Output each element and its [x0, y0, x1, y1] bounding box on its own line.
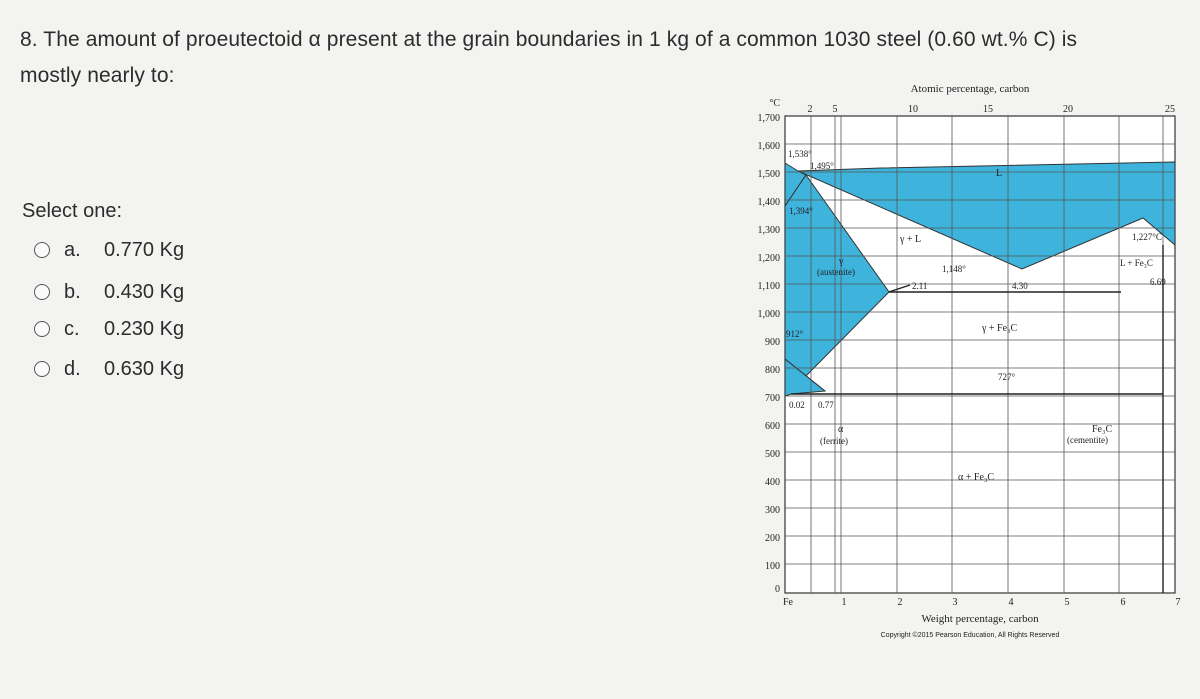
option-b[interactable]	[34, 277, 184, 307]
temp-tick: 900	[765, 337, 780, 348]
temp-tick: 1,700	[757, 113, 780, 124]
label-alpha-fe3c: α + Fe₃C	[958, 472, 995, 483]
atomic-axis-title: Atomic percentage, carbon	[910, 83, 1030, 95]
radio-a[interactable]	[34, 242, 50, 258]
weight-tick: 1	[841, 597, 847, 608]
temp-tick: 1,500	[757, 169, 780, 180]
atomic-tick: 2	[807, 104, 813, 115]
question-line-2: mostly nearly to:	[20, 64, 175, 87]
temp-tick: 0	[775, 584, 780, 595]
label-cementite: (cementite)	[1067, 435, 1108, 445]
weight-tick: 6	[1120, 597, 1126, 608]
temp-tick: 500	[765, 449, 780, 460]
temp-tick: 100	[765, 561, 780, 572]
label-1495: 1,495°	[810, 161, 834, 171]
temperature-axis	[758, 98, 781, 595]
label-gamma: γ	[839, 256, 844, 267]
weight-axis-title: Weight percentage, carbon	[921, 613, 1039, 625]
temp-tick: 1,100	[757, 281, 780, 292]
temp-tick: 1,200	[757, 253, 780, 264]
atomic-tick: 15	[983, 104, 993, 115]
label-1538: 1,538°	[788, 149, 812, 159]
label-fe3c: Fe₃C	[1092, 424, 1113, 435]
weight-tick: 3	[952, 597, 958, 608]
label-211: 2.11	[912, 281, 928, 291]
option-d[interactable]	[34, 354, 184, 384]
atomic-tick: 10	[908, 104, 918, 115]
atomic-tick: 20	[1063, 104, 1073, 115]
temp-tick: 700	[765, 393, 780, 404]
label-ferrite: (ferrite)	[820, 436, 848, 446]
option-a-letter: a.	[64, 238, 81, 261]
option-c[interactable]	[34, 314, 184, 344]
label-1394: 1,394°	[789, 206, 813, 216]
question-line-1: 8. The amount of proeutectoid α present at the grain boundaries in 1 kg of a common 1030 steel (0.60 wt.% C) is	[20, 28, 1078, 51]
select-one-label: Select one:	[22, 200, 123, 222]
option-d-letter: d.	[64, 357, 81, 380]
label-1148: 1,148°	[942, 264, 966, 274]
temp-tick: 1,400	[757, 197, 780, 208]
temp-tick: 300	[765, 505, 780, 516]
label-alpha: α	[838, 424, 844, 435]
copyright-text: Copyright ©2015 Pearson Education, All Rights Reserved	[880, 632, 1060, 639]
weight-tick: Fe	[783, 597, 793, 608]
radio-b[interactable]	[34, 284, 50, 300]
atomic-tick: 25	[1165, 104, 1175, 115]
label-002: 0.02	[789, 400, 805, 410]
temp-unit: °C	[769, 98, 780, 109]
label-l-fe3c: L + Fe₃C	[1120, 258, 1153, 268]
temp-tick: 600	[765, 421, 780, 432]
option-d-text: 0.630 Kg	[104, 357, 185, 380]
label-669: 6.69	[1150, 277, 1166, 287]
label-727: 727°	[998, 372, 1016, 382]
option-a[interactable]	[34, 235, 184, 265]
temp-tick: 200	[765, 533, 780, 544]
label-912: 912°	[786, 329, 804, 339]
fe-c-phase-diagram	[700, 80, 1190, 650]
temp-tick: 800	[765, 365, 780, 376]
option-c-text: 0.230 Kg	[104, 317, 185, 340]
atomic-tick: 5	[832, 104, 838, 115]
option-b-text: 0.430 Kg	[104, 280, 185, 303]
label-gamma-l: γ + L	[900, 234, 922, 245]
temp-tick: 1,300	[757, 225, 780, 236]
label-077: 0.77	[818, 400, 834, 410]
radio-d[interactable]	[34, 361, 50, 377]
atomic-axis	[808, 104, 1176, 115]
label-austenite: (austenite)	[817, 267, 855, 277]
option-a-text: 0.770 Kg	[104, 238, 185, 261]
label-1227: 1,227°C	[1132, 232, 1162, 242]
temp-tick: 400	[765, 477, 780, 488]
weight-tick: 4	[1008, 597, 1014, 608]
temp-tick: 1,600	[757, 141, 780, 152]
option-b-letter: b.	[64, 280, 81, 303]
weight-axis	[783, 597, 1181, 608]
radio-c[interactable]	[34, 321, 50, 337]
temp-tick: 1,000	[757, 309, 780, 320]
label-430: 4.30	[1012, 281, 1028, 291]
weight-tick: 5	[1064, 597, 1070, 608]
label-liquid: L	[996, 168, 1003, 179]
weight-tick: 7	[1175, 597, 1181, 608]
weight-tick: 2	[897, 597, 903, 608]
label-gamma-fe3c: γ + Fe₃C	[982, 323, 1018, 334]
option-c-letter: c.	[64, 317, 80, 340]
